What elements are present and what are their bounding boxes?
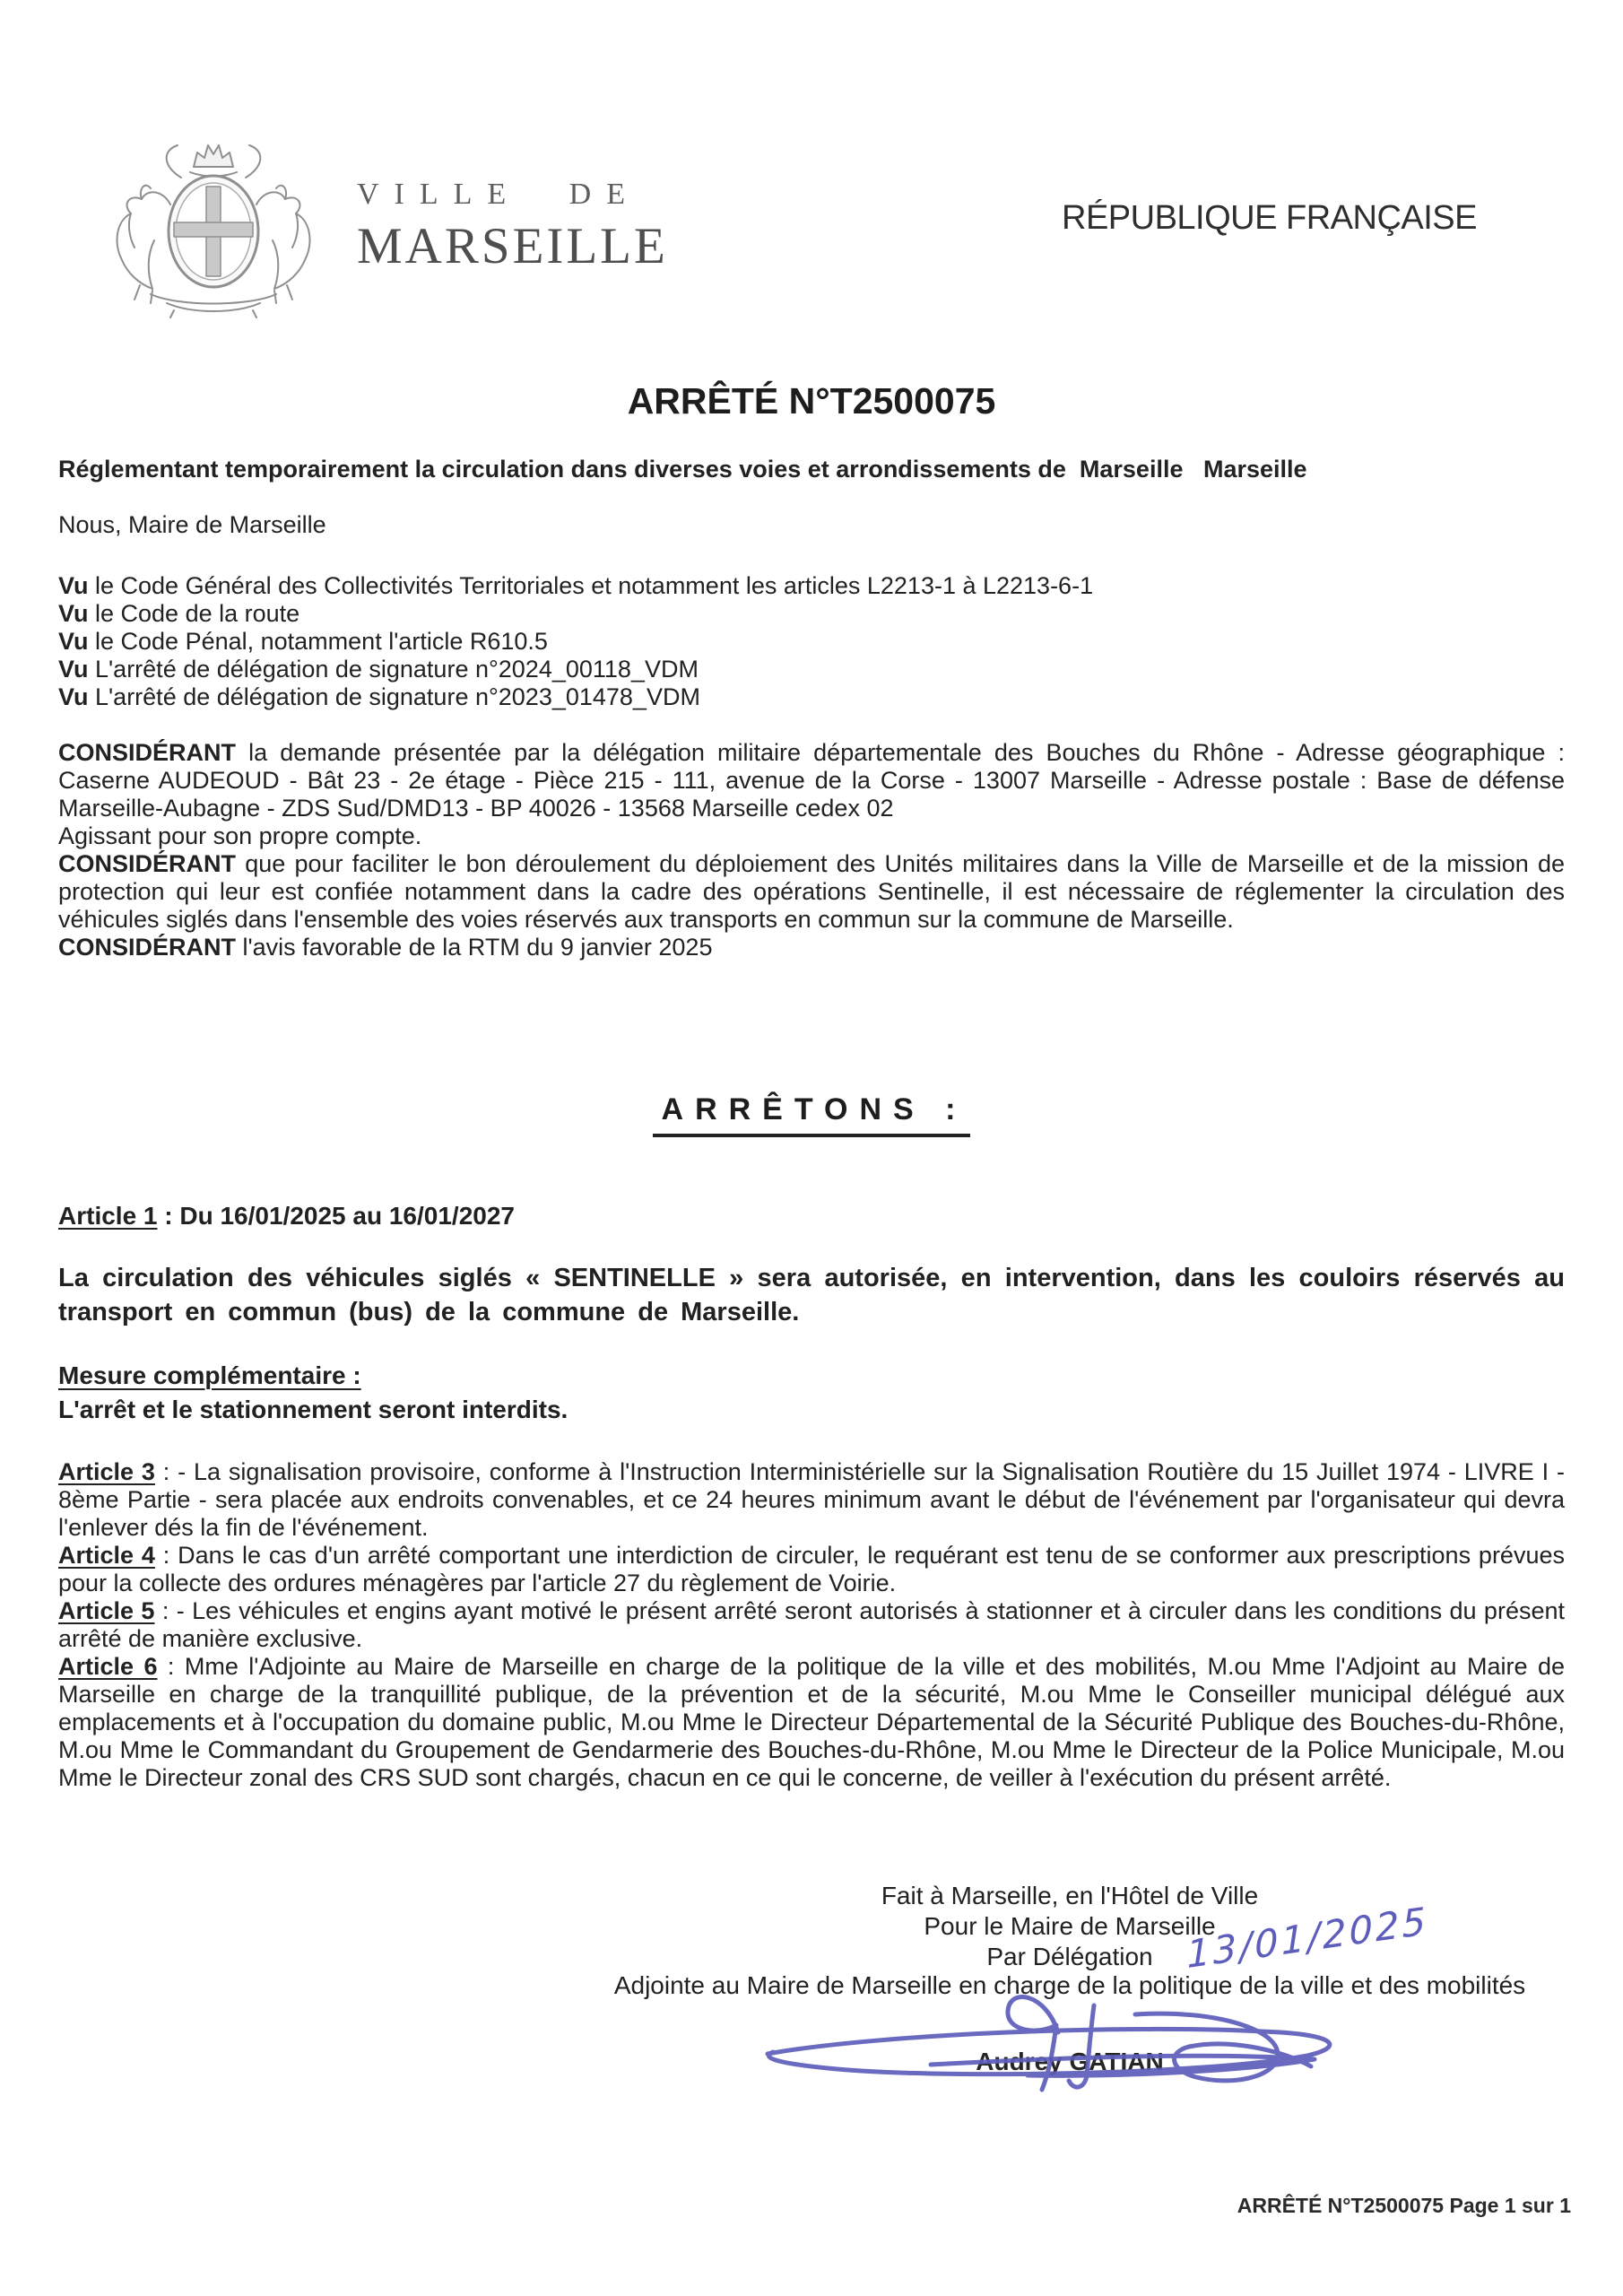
vu-text: le Code Général des Collectivités Territoriales et notamment les articles L2213-1 à L2213-6-1: [88, 572, 1094, 599]
republic-heading: RÉPUBLIQUE FRANÇAISE: [1062, 199, 1477, 237]
arretons-heading: ARRÊTONS :: [653, 1092, 971, 1137]
considerant-item: [58, 739, 1565, 822]
signer-name: Audrey GATIAN: [976, 2048, 1164, 2075]
considerant-text: Agissant pour son propre compte.: [58, 822, 422, 849]
intro-line: Nous, Maire de Marseille: [58, 511, 326, 538]
article-text: : Dans le cas d'un arrêté comportant une interdiction de circuler, le requérant est tenu de se conformer aux prescriptions prévues pour la collecte des ordures ménagères par l'article 27 du règlement de Voirie.: [58, 1542, 1565, 1596]
article-label: Article 4: [58, 1542, 155, 1569]
article-text: : - La signalisation provisoire, conforme à l'Instruction Interministérielle sur la Signalisation Routière du 15 Juillet 1974 - LIVRE I - 8ème Partie - sera placée aux endroits convenables, et ce 24 heures minimum avant le début de l'événement par l'organisateur qui devra l'enlever dés la fin de l'événement.: [58, 1458, 1565, 1541]
signature-title-line: Adjointe au Maire de Marseille en charge de la politique de la ville et des mobilités: [613, 1971, 1526, 1999]
vu-label: Vu: [58, 656, 89, 683]
considerant-item: [58, 822, 1565, 850]
articles-list: [58, 1458, 1565, 1792]
vu-label: Vu: [58, 600, 89, 627]
vu-label: Vu: [58, 628, 89, 655]
decree-title: ARRÊTÉ N°T2500075: [627, 380, 996, 422]
vu-item: [58, 656, 1565, 683]
article-label: Article 3: [58, 1458, 155, 1485]
handwritten-date: 13/01/2025: [1185, 1898, 1429, 1978]
page-footer: ARRÊTÉ N°T2500075 Page 1 sur 1: [1237, 2194, 1571, 2217]
considerant-label: CONSIDÉRANT: [58, 850, 237, 877]
considerant-text: que pour faciliter le bon déroulement du déploiement des Unités militaires dans la Ville de Marseille et de la mission de protection qui leur est confiée notamment dans la cadre des opérations Sentinelle, il est nécessaire de réglementer la circulation des véhicules siglés dans l'ensemble des voies réservés aux transports en commun sur la commune de Marseille.: [58, 850, 1565, 933]
article1-heading: [58, 1202, 515, 1231]
city-logo-line1: VILLE DE: [357, 178, 641, 211]
considerant-text: la demande présentée par la délégation militaire départementale des Bouches du Rhône - Adresse géographique : Caserne AUDEOUD - Bât 23 - 2e étage - Pièce 215 - 111, avenue de la Corse - 13007 Marseille - Adresse postale : Base de défense Marseille-Aubagne - ZDS Sud/DMD13 - BP 40026 - 13568 Marseille cedex 02: [58, 739, 1565, 822]
mesure-heading: Mesure complémentaire :: [58, 1361, 361, 1389]
decree-subject: Réglementant temporairement la circulation dans diverses voies et arrondissements de Marseille Marseille: [58, 456, 1307, 483]
vu-item: [58, 683, 1565, 711]
article1-body: La circulation des véhicules siglés « SENTINELLE » sera autorisée, en intervention, dans les couloirs réservés au transport en commun (bus) de la commune de Marseille.: [58, 1264, 1565, 1326]
considerant-text: l'avis favorable de la RTM du 9 janvier 2025: [236, 934, 713, 961]
vu-item: [58, 572, 1565, 600]
vu-text: L'arrêté de délégation de signature n°2023_01478_VDM: [88, 683, 700, 710]
city-logo: [357, 178, 668, 275]
vu-item: [58, 628, 1565, 656]
article-label: Article 5: [58, 1597, 155, 1624]
article-item: [58, 1458, 1565, 1542]
signature-authority-line: Pour le Maire de Marseille: [924, 1912, 1216, 1940]
article1-dates: : Du 16/01/2025 au 16/01/2027: [157, 1202, 515, 1230]
article-item: [58, 1542, 1565, 1597]
article-text: : - Les véhicules et engins ayant motivé le présent arrêté seront autorisés à stationner et à circuler dans les conditions du présent arrêté de manière exclusive.: [58, 1597, 1565, 1652]
considerant-item: [58, 934, 1565, 961]
article-item: [58, 1597, 1565, 1653]
arretons-heading-wrap: [0, 1092, 1623, 1137]
signature-delegation-line: Par Délégation: [986, 1943, 1153, 1970]
article-text: : Mme l'Adjointe au Maire de Marseille en charge de la politique de la ville et des mobilités, M.ou Mme l'Adjoint au Maire de Marseille en charge de la tranquillité publique, de la prévention et de la sécurité, M.ou Mme le Conseiller municipal délégué aux emplacements et à l'occupation du domaine public, M.ou Mme le Directeur Départemental de la Sécurité Publique des Bouches-du-Rhône, M.ou Mme le Commandant du Groupement de Gendarmerie des Bouches-du-Rhône, M.ou Mme le Directeur de la Police Municipale, M.ou Mme le Directeur zonal des CRS SUD sont chargés, chacun en ce qui le concerne, de veiller à l'exécution du présent arrêté.: [58, 1653, 1565, 1791]
mesure-body: L'arrêt et le stationnement seront interdits.: [58, 1396, 568, 1423]
considerant-label: CONSIDÉRANT: [58, 739, 237, 766]
considerant-item: [58, 850, 1565, 934]
article1-label: Article 1: [58, 1202, 158, 1230]
marseille-coat-of-arms-icon: [88, 131, 339, 319]
vu-text: le Code Pénal, notamment l'article R610.5: [88, 628, 548, 655]
vu-list: [58, 572, 1565, 711]
vu-text: le Code de la route: [88, 600, 300, 627]
considerant-label: CONSIDÉRANT: [58, 934, 237, 961]
city-logo-line2: MARSEILLE: [357, 218, 668, 274]
vu-item: [58, 600, 1565, 628]
article-item: [58, 1653, 1565, 1792]
vu-label: Vu: [58, 572, 89, 599]
vu-label: Vu: [58, 683, 89, 710]
considerant-list: [58, 739, 1565, 961]
article-label: Article 6: [58, 1653, 158, 1680]
signature-place-line: Fait à Marseille, en l'Hôtel de Ville: [881, 1882, 1259, 1909]
vu-text: L'arrêté de délégation de signature n°2024_00118_VDM: [88, 656, 699, 683]
